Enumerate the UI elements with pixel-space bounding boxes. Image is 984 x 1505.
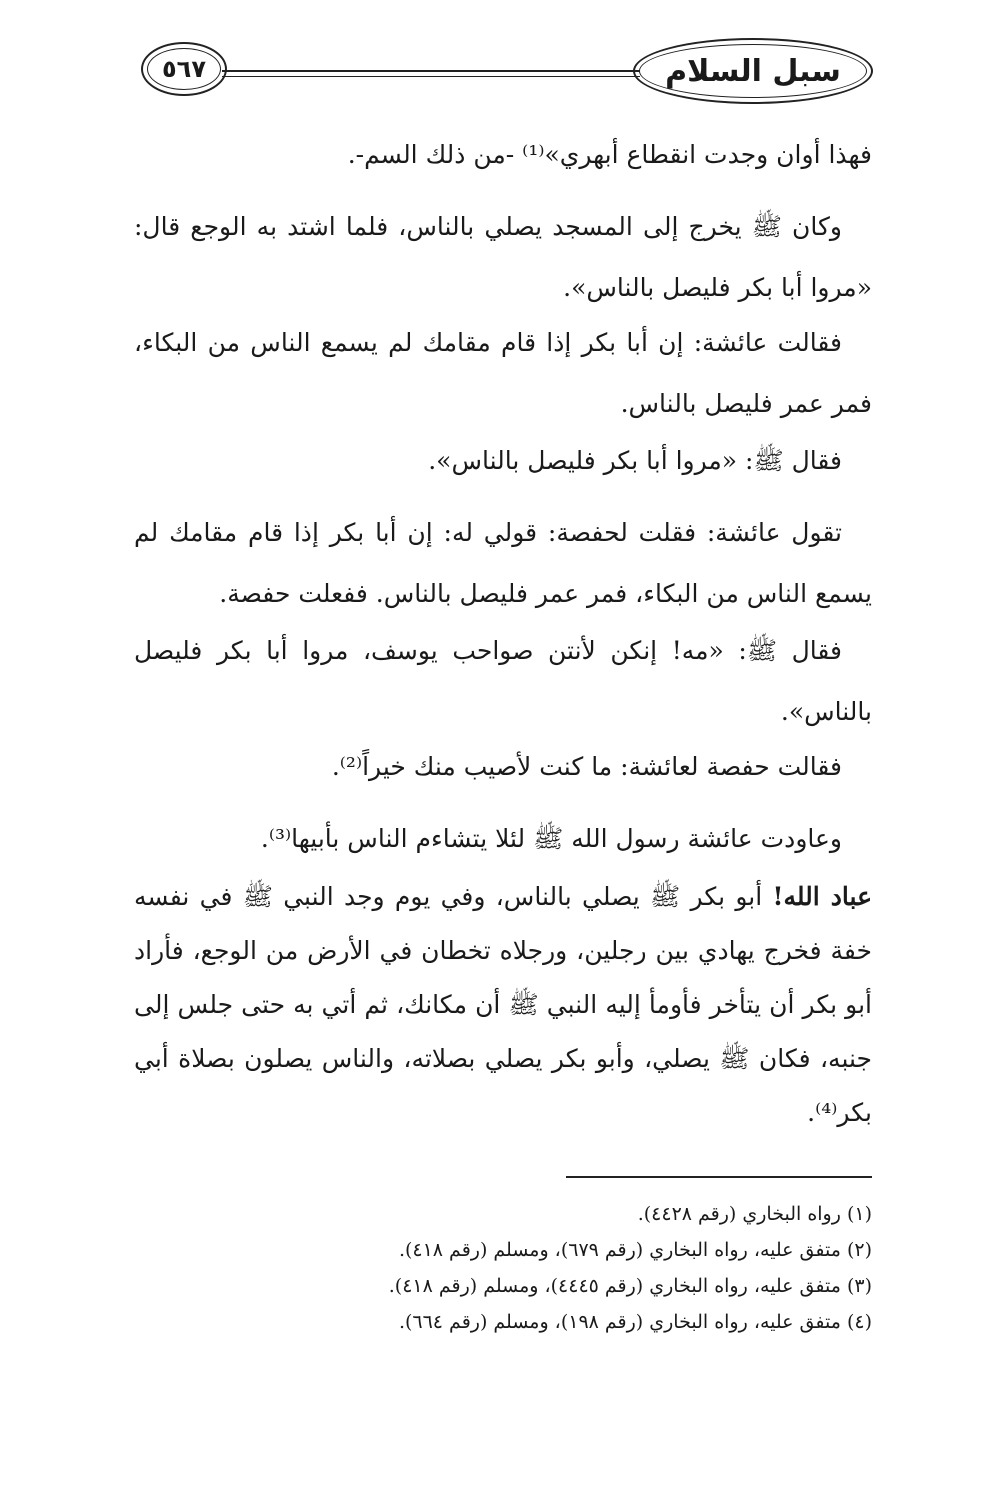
- paragraph-7: فقالت حفصة لعائشة: ما كنت لأصيب منك خيراً⁽²⁾.: [331, 752, 842, 781]
- page-number-badge: [141, 42, 227, 96]
- paragraph-8: وعاودت عائشة رسول الله ﷺ لئلا يتشاءم الناس بأبيها⁽³⁾.: [260, 824, 842, 853]
- footnote-1: (١) رواه البخاري (رقم ٤٤٢٨).: [637, 1203, 872, 1225]
- paragraph-4: فقال ﷺ: «مروا أبا بكر فليصل بالناس».: [428, 446, 842, 475]
- book-title-badge: [633, 38, 873, 104]
- paragraph-6: فقال ﷺ: «مه! إنكن لأنتن صواحب يوسف، مروا أبا بكر فليصل بالناس».: [134, 636, 872, 726]
- book-title: سبل السلام: [665, 53, 841, 89]
- footnote-3: (٣) متفق عليه، رواه البخاري (رقم ٤٤٤٥)، ومسلم (رقم ٤١٨).: [388, 1275, 872, 1297]
- paragraph-9-lead: عباد الله!: [772, 882, 872, 911]
- footnote-4: (٤) متفق عليه، رواه البخاري (رقم ١٩٨)، ومسلم (رقم ٦٦٤).: [398, 1311, 872, 1333]
- header-rule-thin: [222, 76, 640, 77]
- paragraph-2: وكان ﷺ يخرج إلى المسجد يصلي بالناس، فلما اشتد به الوجع قال: «مروا أبا بكر فليصل بالناس».: [134, 212, 872, 302]
- paragraph-5: تقول عائشة: فقلت لحفصة: قولي له: إن أبا بكر إذا قام مقامك لم يسمع الناس من البكاء، فمر عمر فليصل بالناس. ففعلت حفصة.: [134, 518, 872, 608]
- footnote-2: (٢) متفق عليه، رواه البخاري (رقم ٦٧٩)، ومسلم (رقم ٤١٨).: [398, 1239, 872, 1261]
- paragraph-9: [134, 870, 872, 1140]
- footnote-separator: [566, 1176, 872, 1178]
- paragraph-3: فقالت عائشة: إن أبا بكر إذا قام مقامك لم يسمع الناس من البكاء، فمر عمر فليصل بالناس.: [134, 328, 872, 418]
- paragraph-1: فهذا أوان وجدت انقطاع أبهري»⁽¹⁾ -من ذلك السم-.: [347, 140, 872, 169]
- paragraph-9-text: أبو بكر ﷺ يصلي بالناس، وفي يوم وجد النبي ﷺ في نفسه خفة فخرج يهادي بين رجلين، ورجلاه تخطان في الأرض من الوجع، فأراد أبو بكر أن يتأخر فأومأ إليه النبي ﷺ أن مكانك، ثم أتي به حتى جلس إلى جنبه، فكان ﷺ يصلي، وأبو بكر يصلي بصلاته، والناس يصلون بصلاة أبي بكر⁽⁴⁾.: [134, 882, 873, 1127]
- page-number: ٥٦٧: [162, 55, 206, 83]
- footnotes: [180, 1196, 872, 1340]
- header-rule: [222, 70, 640, 72]
